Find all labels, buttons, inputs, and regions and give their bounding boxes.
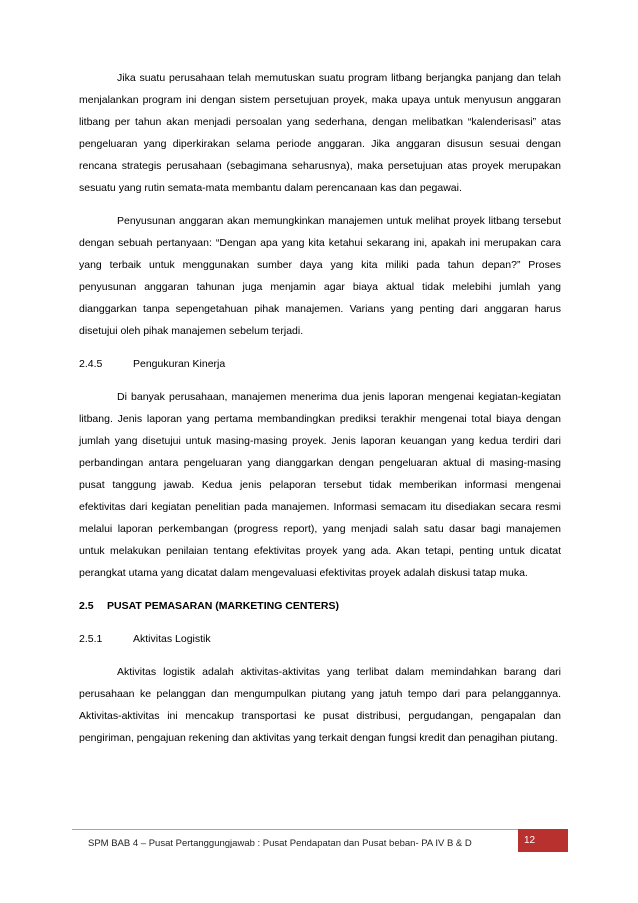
heading-title: Aktivitas Logistik <box>133 633 211 645</box>
page-number-badge: 12 <box>518 829 568 852</box>
heading-2-5 <box>79 595 561 617</box>
paragraph-budget-preparation: Penyusunan anggaran akan memungkinkan manajemen untuk melihat proyek litbang tersebut dengan sebuah pertanyaan: “Dengan apa yang kita ketahui sekarang ini, apakah ini merupakan cara yang terbaik untuk menggunakan sumber daya yang kita miliki pada tahun depan?” Proses penyusunan anggaran tahunan juga menjamin agar biaya aktual tidak melebihi jumlah yang dianggarkan tanpa sepengetahuan pihak manajemen. Varians yang penting dari anggaran harus disetujui oleh pihak manajemen sebelum terjadi. <box>79 215 561 337</box>
paragraph-budget-approval: Jika suatu perusahaan telah memutuskan suatu program litbang berjangka panjang dan telah menjalankan program ini dengan sistem persetujuan proyek, maka upaya untuk menyusun anggaran litbang per tahun akan menjadi persoalan yang sederhana, dengan melibatkan “kalenderisasi” atas pengeluaran yang diperkirakan selama periode anggaran. Jika anggaran disusun sesuai dengan rencana strategis perusahaan (sebagimana seharusnya), maka persetujuan atas proyek merupakan sesuatu yang rutin semata-mata membantu dalam perencanaan kas dan pegawai. <box>79 72 561 194</box>
heading-number: 2.5.1 <box>79 633 103 645</box>
footer-divider <box>72 829 568 830</box>
heading-number: 2.5 <box>79 600 94 612</box>
heading-title: PUSAT PEMASARAN (MARKETING CENTERS) <box>107 600 339 612</box>
page-body <box>79 67 561 760</box>
heading-number: 2.4.5 <box>79 358 103 370</box>
paragraph-logistics: Aktivitas logistik adalah aktivitas-aktivitas yang terlibat dalam memindahkan barang dari perusahaan ke pelanggan dan mengumpulkan piutang yang jatuh tempo dari para pelanggannya. Aktivitas-aktivitas ini mencakup transportasi ke pusat distribusi, pergudangan, pengapalan dan pengiriman, pengajuan rekening dan aktivitas yang terkait dengan fungsi kredit dan penagihan piutang. <box>79 666 561 744</box>
heading-2-4-5 <box>79 353 561 375</box>
heading-2-5-1 <box>79 628 561 650</box>
heading-title: Pengukuran Kinerja <box>133 358 226 370</box>
paragraph-performance-reports: Di banyak perusahaan, manajemen menerima dua jenis laporan mengenai kegiatan-kegiatan litbang. Jenis laporan yang pertama membandingkan prediksi terakhir mengenai total biaya dengan jumlah yang disetujui untuk masing-masing proyek. Jenis laporan keuangan yang kedua terdiri dari perbandingan antara pengeluaran yang dianggarkan dengan pengeluaran aktual di masing-masing pusat tanggung jawab. Kedua jenis pelaporan tersebut tidak memberikan informasi mengenai efektivitas dari kegiatan penelitian pada manajemen. Informasi semacam itu disediakan secara resmi melalui laporan perkembangan (progress report), yang menjadi salah satu dasar bagi manajemen untuk melakukan penilaian tentang efektivitas proyek yang ada. Akan tetapi, penting untuk dicatat perangkat utama yang dicatat dalam mengevaluasi efektivitas proyek adalah diskusi tatap muka. <box>79 391 561 579</box>
footer-text: SPM BAB 4 – Pusat Pertanggungjawab : Pusat Pendapatan dan Pusat beban- PA IV B & D <box>88 838 472 849</box>
